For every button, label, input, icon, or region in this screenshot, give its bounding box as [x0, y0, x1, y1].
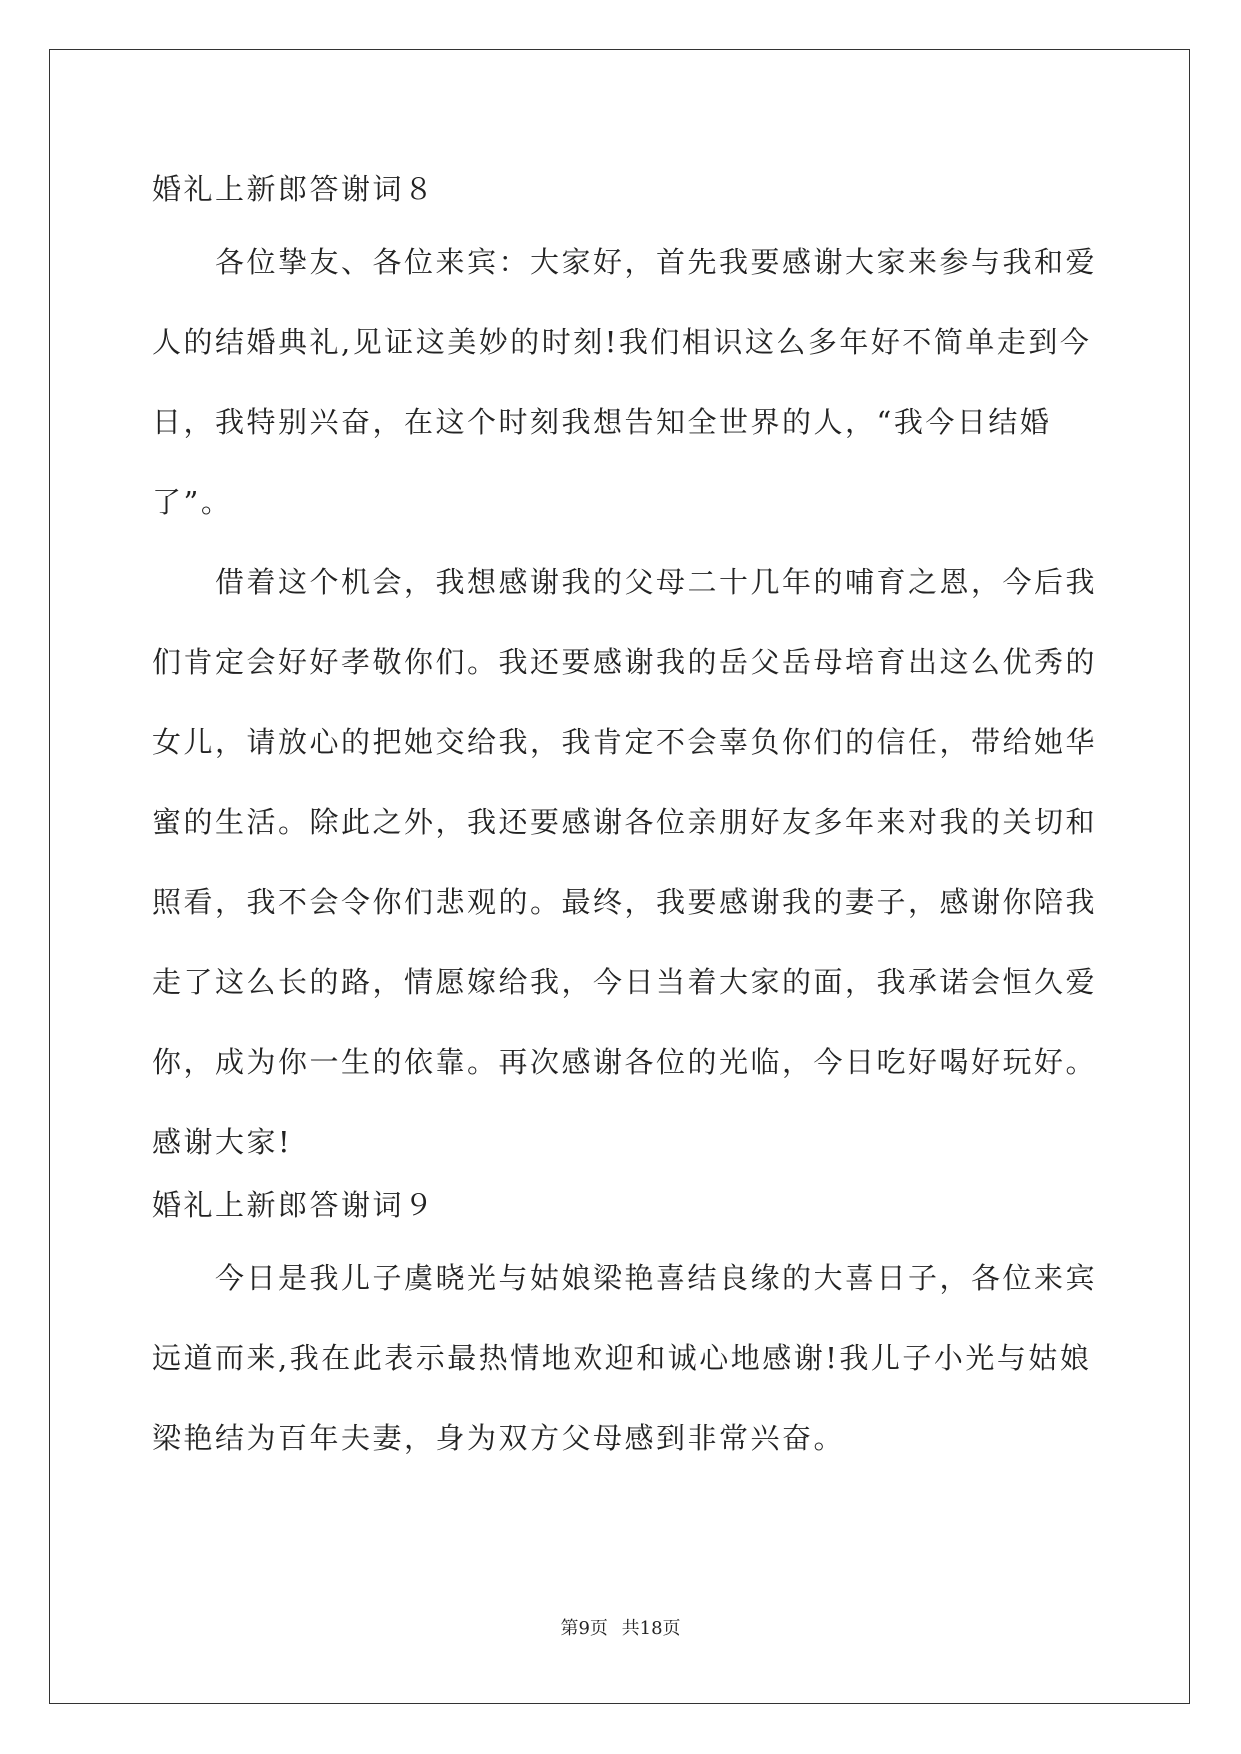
- page-footer: [0, 1614, 1241, 1640]
- text-line: 了”。: [152, 485, 233, 519]
- text-line: 女儿，请放心的把她交给我，我肯定不会辜负你们的信任，带给她华: [152, 725, 1098, 759]
- section-title-8: 婚礼上新郎答谢词８: [152, 172, 436, 206]
- page-number: 第9页: [560, 1618, 608, 1639]
- text-line: 走了这么长的路，情愿嫁给我，今日当着大家的面，我承诺会恒久爱: [152, 965, 1098, 999]
- text-line: 借着这个机会，我想感谢我的父母二十几年的哺育之恩，今后我: [215, 565, 1098, 599]
- text-line: 照看，我不会令你们悲观的。最终，我要感谢我的妻子，感谢你陪我: [152, 885, 1098, 919]
- section-title-9: 婚礼上新郎答谢词９: [152, 1188, 436, 1222]
- section-9-paragraph-1: [152, 1238, 1098, 1478]
- section-8-paragraph-2: [152, 542, 1098, 1182]
- text-line: 各位挚友、各位来宾：大家好，首先我要感谢大家来参与我和爱: [215, 245, 1098, 279]
- text-line: 梁艳结为百年夫妻，身为双方父母感到非常兴奋。: [152, 1421, 846, 1455]
- document-body: [152, 156, 1098, 1478]
- text-line: 日，我特别兴奋，在这个时刻我想告知全世界的人，“我今日结婚: [152, 405, 1052, 439]
- section-8-paragraph-1: [152, 222, 1098, 542]
- text-line: 你，成为你一生的依靠。再次感谢各位的光临，今日吃好喝好玩好。: [152, 1045, 1098, 1079]
- text-line: 感谢大家!: [152, 1125, 293, 1159]
- page-total: 共18页: [621, 1618, 681, 1639]
- text-line: 蜜的生活。除此之外，我还要感谢各位亲朋好友多年来对我的关切和: [152, 805, 1098, 839]
- text-line: 今日是我儿子虞晓光与姑娘梁艳喜结良缘的大喜日子，各位来宾: [215, 1261, 1098, 1295]
- text-line: 人的结婚典礼,见证这美妙的时刻!我们相识这么多年好不简单走到今: [152, 325, 1092, 359]
- text-line: 们肯定会好好孝敬你们。我还要感谢我的岳父岳母培育出这么优秀的: [152, 645, 1098, 679]
- text-line: 远道而来,我在此表示最热情地欢迎和诚心地感谢!我儿子小光与姑娘: [152, 1341, 1092, 1375]
